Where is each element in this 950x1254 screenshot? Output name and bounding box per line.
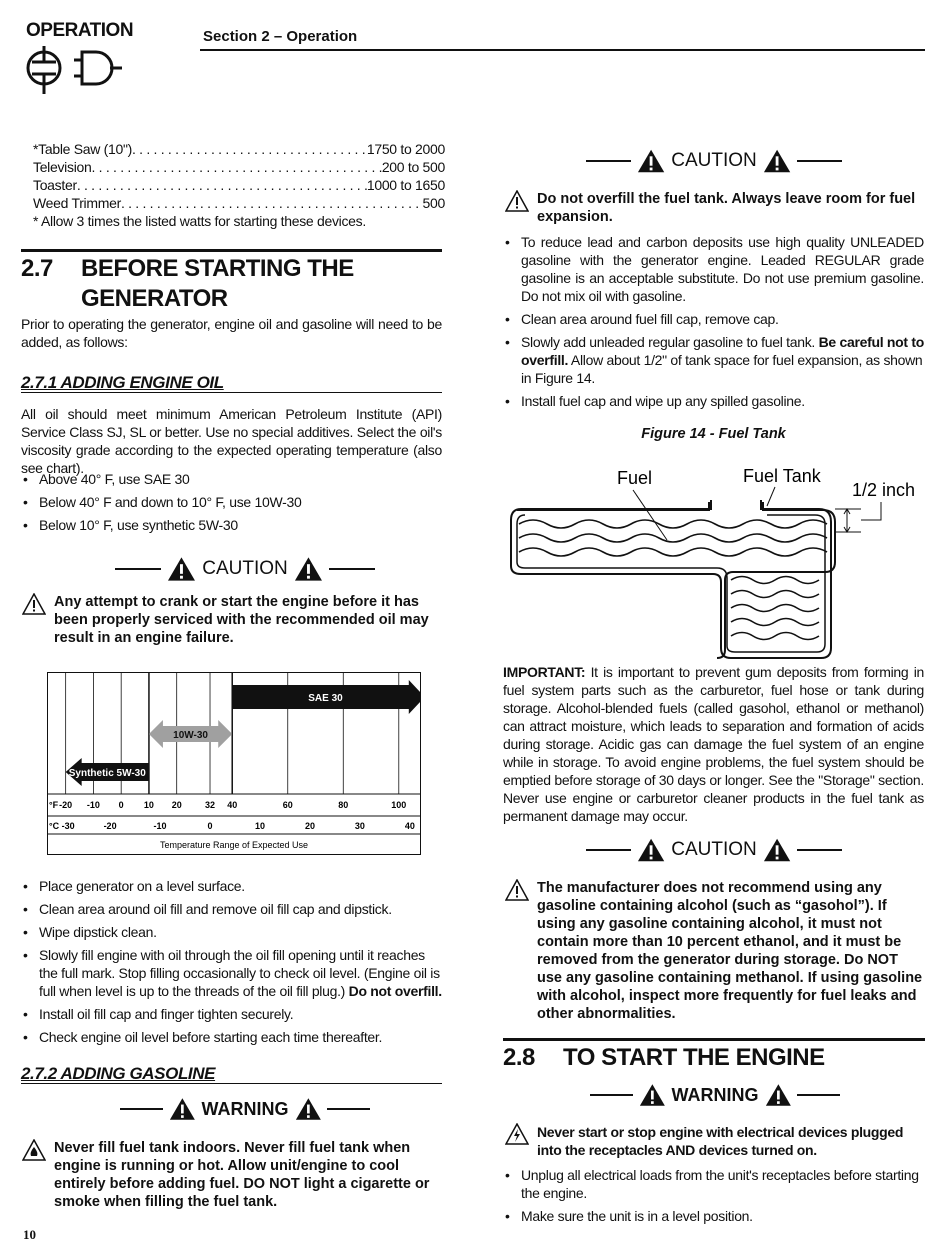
warning-header (120, 1096, 370, 1122)
celsius-tick-label: 10 (254, 821, 265, 831)
caution-box (505, 190, 925, 226)
figure-caption: Figure 14 - Fuel Tank (641, 426, 786, 442)
subsection-heading: 2.7.1 ADDING ENGINE OIL (21, 373, 224, 392)
operation-icon (24, 44, 128, 98)
warning-label: WARNING (201, 1098, 289, 1119)
warning-label: WARNING (671, 1084, 759, 1105)
list-item: • Unplug all electrical loads from the unit's receptacles before starting the engine. (503, 1166, 924, 1202)
warning-triangle-icon (167, 556, 196, 582)
list-item: • Slowly add unleaded regular gasoline to fuel tank. Be careful not to overfill. Allow about 1/2" of tank space for fuel expansion, as shown in Figure 14. (503, 333, 924, 387)
section-label: OPERATION (26, 20, 134, 41)
chart-x-label: Temperature Range of Expected Use (159, 840, 309, 850)
caution-label: CAUTION (202, 558, 288, 579)
fuel-label: Fuel (617, 468, 653, 488)
caution-box (22, 593, 442, 647)
fahrenheit-tick-label: 32 (205, 800, 216, 810)
fahrenheit-tick-label: °F (49, 800, 59, 810)
list-item: • Make sure the unit is in a level position. (503, 1207, 924, 1225)
fahrenheit-tick-label: 60 (282, 800, 293, 810)
fahrenheit-tick-label: 10 (143, 800, 154, 810)
oil-grade-label: SAE 30 (308, 693, 343, 704)
caution-header (586, 837, 842, 863)
fuel-tank-diagram (505, 462, 925, 662)
caution-header (586, 148, 842, 174)
subsection-rule (21, 392, 442, 393)
celsius-tick-label: °C -30 (49, 821, 75, 831)
section-rule (503, 1038, 925, 1041)
caution-text: The manufacturer does not recommend using any gasoline containing alcohol (such as “gasohol”). If using any gasoline containing alcohol, it must not contain more than 10 percent ethanol, and it must be removed from the generator during storage. Do NOT use any gasoline containing methanol. If using gasoline with alcohol, inspect more frequently for fuel leaks and other abnormalities. (537, 880, 923, 1022)
wattage-row: Toaster . . . 1000 to 1650 (33, 176, 445, 194)
fahrenheit-tick-label: 80 (338, 800, 349, 810)
list-item: • Slowly fill engine with oil through the oil fill opening until it reaches the full mark. Stop filling occasionally to check oil level. (Engine oil is full when level is up to the threads of the oil fill plug.) Do not overfill. (21, 946, 442, 1000)
fuel-tank-label: Fuel Tank (743, 466, 821, 486)
warning-triangle-icon (169, 1096, 196, 1122)
caution-label: CAUTION (671, 839, 757, 860)
section-title: Section 2 – Operation (203, 28, 358, 45)
warning-triangle-icon (295, 1096, 322, 1122)
oil-body: All oil should meet minimum American Petroleum Institute (API) Service Class SJ, SL or better. Use no special additives. Select the oil's viscosity grade according to the expected operating temperature (also see chart). (21, 406, 442, 476)
fuel-bullets (503, 233, 924, 415)
warning-triangle-icon (294, 556, 323, 582)
oil-viscosity-chart (47, 672, 421, 855)
fahrenheit-tick-label: 0 (118, 800, 124, 810)
celsius-tick-label: -20 (103, 821, 117, 831)
list-item: • Clean area around fuel fill cap, remove cap. (503, 310, 924, 328)
warning-triangle-icon (763, 148, 791, 174)
celsius-tick-label: 20 (304, 821, 315, 831)
section-rule (21, 249, 442, 252)
list-item: • Install oil fill cap and finger tighten securely. (21, 1005, 442, 1023)
fahrenheit-tick-label: -20 (59, 800, 73, 810)
oil-grade-label: 10W-30 (173, 730, 208, 741)
wattage-list (33, 140, 445, 230)
header-rule (200, 49, 925, 51)
warning-header (590, 1082, 840, 1108)
warning-triangle-icon (637, 837, 665, 863)
caution-label: CAUTION (671, 150, 757, 171)
warning-triangle-icon (763, 837, 791, 863)
warning-triangle-icon (765, 1082, 792, 1108)
page-number: 10 (23, 1227, 36, 1242)
celsius-tick-label: 0 (207, 821, 213, 831)
section-heading: 2.8 TO START THE ENGINE (503, 1044, 825, 1071)
warning-box (505, 1123, 925, 1159)
caution-outline-icon (22, 593, 46, 615)
section-heading: 2.7 BEFORE STARTING THE GENERATOR (21, 255, 354, 312)
wattage-row: Television . . . 200 to 500 (33, 158, 445, 176)
fahrenheit-tick-label: 100 (391, 800, 407, 810)
oil-steps (21, 877, 442, 1051)
fahrenheit-tick-label: -10 (86, 800, 100, 810)
fahrenheit-tick-label: 20 (171, 800, 182, 810)
subsection-heading: 2.7.2 ADDING GASOLINE (21, 1064, 216, 1083)
half-inch-label: 1/2 inch (852, 480, 916, 500)
fire-hazard-icon (22, 1139, 46, 1161)
wattage-row: *Table Saw (10") . . . 1750 to 2000 (33, 140, 445, 158)
start-bullets (503, 1166, 924, 1230)
warning-triangle-icon (639, 1082, 666, 1108)
celsius-tick-label: 40 (404, 821, 415, 831)
caution-box (505, 879, 925, 1023)
list-item: • Wipe dipstick clean. (21, 923, 442, 941)
subsection-rule (21, 1083, 442, 1084)
list-item: • To reduce lead and carbon deposits use high quality UNLEADED gasoline with the generator engine. Leaded REGULAR grade gasoline is an acceptable substitute. Do not use premium gasoline. Do not mix oil with gasoline. (503, 233, 924, 305)
oil-grade-label: Synthetic 5W-30 (68, 768, 146, 779)
wattage-note: * Allow 3 times the listed watts for starting these devices. (33, 213, 366, 229)
caution-outline-icon (505, 190, 529, 212)
list-item: • Below 10° F, use synthetic 5W-30 (21, 516, 442, 534)
celsius-tick-label: 30 (354, 821, 365, 831)
section-intro: Prior to operating the generator, engine oil and gasoline will need to be added, as follows: (21, 316, 442, 350)
caution-outline-icon (505, 879, 529, 901)
caution-text: Any attempt to crank or start the engine before it has been properly serviced with the recommended oil may result in an engine failure. (54, 594, 429, 646)
warning-triangle-icon (637, 148, 665, 174)
important-paragraph: IMPORTANT: It is important to prevent gum deposits from forming in fuel system parts such as the carburetor, fuel hose or tank during storage. Alcohol-blended fuels (called gasohol, ethanol or methanol) can attract moisture, which leads to separation and formation of acids during storage. Acidic gas can damage the fuel system of an engine while in storage. To avoid engine problems, the fuel system should be emptied before storage of 30 days or longer. See the "Storage" section. Never use engine or carburetor cleaner products in the fuel tank as permanent damage may occur. (503, 664, 924, 824)
oil-bullets (21, 470, 442, 539)
list-item: • Below 40° F and down to 10° F, use 10W-30 (21, 493, 442, 511)
celsius-tick-label: -10 (153, 821, 167, 831)
list-item: • Check engine oil level before starting each time thereafter. (21, 1028, 442, 1046)
caution-text: Do not overfill the fuel tank. Always leave room for fuel expansion. (537, 191, 916, 225)
warning-text: Never fill fuel tank indoors. Never fill fuel tank when engine is running or hot. Allow unit/engine to cool entirely before adding fuel. DO NOT light a cigarette or smoke when filling the fuel tank. (54, 1140, 430, 1210)
list-item: • Install fuel cap and wipe up any spilled gasoline. (503, 392, 924, 410)
fahrenheit-tick-label: 40 (227, 800, 238, 810)
wattage-row: Weed Trimmer . . . 500 (33, 194, 445, 212)
list-item: • Above 40° F, use SAE 30 (21, 470, 442, 488)
list-item: • Place generator on a level surface. (21, 877, 442, 895)
warning-box (22, 1139, 442, 1211)
caution-header (115, 556, 375, 582)
warning-text: Never start or stop engine with electrical devices plugged into the receptacles AND devices turned on. (537, 1124, 904, 1158)
list-item: • Clean area around oil fill and remove oil fill cap and dipstick. (21, 900, 442, 918)
electric-shock-icon (505, 1123, 529, 1145)
